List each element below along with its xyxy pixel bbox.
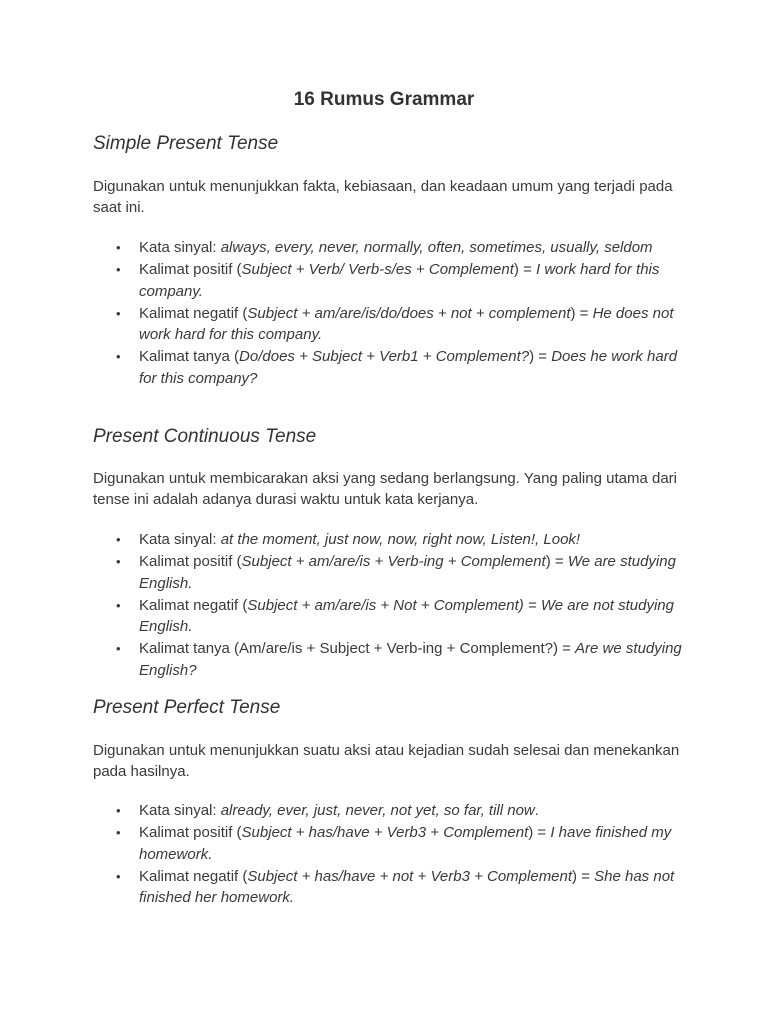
- bullet-icon: •: [116, 597, 121, 613]
- bullet-label: Kalimat positif (: [139, 261, 242, 278]
- bullet-icon: •: [116, 641, 121, 656]
- list-item: [93, 866, 693, 909]
- section-heading-simple-present: Simple Present Tense: [93, 133, 279, 154]
- bullet-label: Kata sinyal:: [139, 802, 221, 819]
- bullet-formula: Subject + am/are/is/do/does + not + complement: [247, 304, 571, 322]
- bullet-label: Kata sinyal:: [139, 531, 221, 548]
- bullet-close: ) =: [528, 824, 551, 841]
- bullet-icon: •: [116, 868, 121, 884]
- bullet-formula: Do/does + Subject + Verb1 + Complement?: [239, 348, 530, 365]
- list-item: [93, 529, 693, 551]
- bullet-close: ) =: [570, 304, 593, 322]
- bullet-icon: •: [116, 240, 121, 255]
- bullet-label: Kalimat positif (: [139, 553, 242, 570]
- bullet-list: [93, 529, 693, 682]
- bullet-example: I work hard for this company.: [139, 261, 660, 300]
- list-item: [93, 237, 693, 259]
- bullet-example: Does he work hard for this company?: [139, 348, 678, 387]
- bullet-icon: •: [116, 554, 121, 569]
- list-item: [93, 595, 693, 638]
- bullet-formula: Subject + am/are/is + Not + Complement) = We are not studying English.: [139, 596, 674, 635]
- section-heading-present-continuous: Present Continuous Tense: [93, 426, 317, 447]
- section-heading-present-perfect: Present Perfect Tense: [93, 697, 281, 718]
- bullet-icon: •: [116, 349, 121, 364]
- bullet-label: Kalimat negatif (: [139, 867, 248, 885]
- list-item: [93, 551, 693, 594]
- bullet-icon: •: [116, 262, 121, 277]
- bullet-formula: Subject + has/have + Verb3 + Complement: [241, 824, 529, 841]
- bullet-icon: •: [116, 803, 121, 818]
- bullet-label: Kata sinyal:: [139, 239, 221, 256]
- bullet-example: I have finished my homework.: [139, 824, 672, 863]
- bullet-close: .: [534, 802, 539, 819]
- section-description: Digunakan untuk membicarakan aksi yang sedang berlangsung. Yang paling utama dari tense ini adalah adanya durasi waktu untuk kata kerjanya.: [93, 470, 677, 508]
- bullet-label: Kalimat negatif (: [139, 596, 248, 614]
- list-item: [93, 800, 693, 822]
- bullet-list: [93, 800, 693, 909]
- bullet-example: He does not work hard for this company.: [139, 304, 674, 343]
- bullet-label: Kalimat positif (: [139, 824, 242, 841]
- bullet-formula: Subject + Verb/ Verb-s/es + Complement: [241, 261, 514, 278]
- list-item: [93, 346, 693, 389]
- bullet-label: Kalimat negatif (: [139, 304, 248, 322]
- bullet-close: ) =: [513, 261, 536, 278]
- bullet-icon: •: [116, 305, 121, 321]
- section-description: Digunakan untuk menunjukkan suatu aksi atau kejadian sudah selesai dan menekankan pada hasilnya.: [93, 742, 680, 780]
- bullet-close: ) =: [572, 867, 595, 885]
- list-item: [93, 303, 693, 346]
- bullet-close: ) =: [529, 348, 552, 365]
- bullet-formula: Subject + has/have + not + Verb3 + Complement: [247, 867, 573, 885]
- bullet-formula: at the moment, just now, now, right now, Listen!, Look!: [220, 531, 581, 548]
- bullet-example: We are studying English.: [139, 553, 676, 592]
- bullet-example: She has not finished her homework.: [139, 867, 675, 906]
- document-title: 16 Rumus Grammar: [293, 89, 475, 110]
- bullet-icon: •: [116, 825, 121, 840]
- list-item: [93, 822, 693, 865]
- bullet-formula: always, every, never, normally, often, sometimes, usually, seldom: [220, 239, 653, 256]
- list-item: [93, 638, 693, 681]
- bullet-formula: already, ever, just, never, not yet, so far, till now: [220, 802, 535, 819]
- bullet-label: Kalimat tanya (: [139, 348, 240, 365]
- section-description: Digunakan untuk menunjukkan fakta, kebiasaan, dan keadaan umum yang terjadi pada saat ini.: [93, 178, 673, 216]
- bullet-formula: Are we studying English?: [139, 640, 682, 679]
- bullet-label: Kalimat tanya (Am/are/is + Subject + Verb-ing + Complement?) =: [139, 640, 576, 657]
- bullet-list: [93, 237, 693, 390]
- bullet-icon: •: [116, 532, 121, 547]
- list-item: [93, 259, 693, 302]
- bullet-close: ) =: [545, 553, 568, 570]
- bullet-formula: Subject + am/are/is + Verb-ing + Complement: [241, 553, 546, 570]
